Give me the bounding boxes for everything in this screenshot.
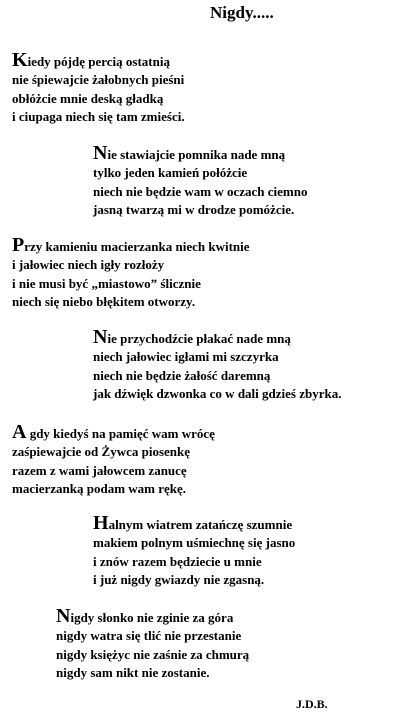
poem-line [93, 142, 307, 164]
poem-line: i znów razem będziecie u mnie [93, 553, 262, 569]
poem-line: nigdy sam nikt nie zostanie. [56, 664, 210, 680]
poem-line: jak dźwięk dzwonka co w dali gdzieś zbyrka. [93, 385, 342, 401]
poem-line: makiem polnym uśmiechnę się jasno [93, 535, 296, 551]
drop-initial: K [12, 49, 28, 71]
poem-line: niech nie będzie żałość daremną [93, 367, 271, 383]
poem-line: zaśpiewajcie od Żywca piosenkę [12, 444, 191, 460]
stanza-7 [56, 605, 250, 682]
stanza-5 [12, 421, 215, 498]
poem-line: tylko jeden kamień połóżcie [93, 165, 248, 181]
stanza-4 [93, 326, 342, 403]
poem-line: nigdy księżyc nie zaśnie za chmurą [56, 646, 250, 662]
line-text: ie przychodźcie płakać nade mną [107, 331, 291, 346]
poem-line: niech jałowiec igłami mi szczyrka [93, 349, 279, 365]
poem-line: i nie musi być „miastowo” ślicznie [12, 275, 201, 291]
line-text: alnym wiatrem zatańczę szumnie [108, 517, 293, 532]
line-text: ie stawiajcie pomnika nade mną [107, 147, 286, 162]
poem-line [93, 326, 341, 348]
drop-initial: N [93, 142, 108, 164]
stanza-1 [12, 49, 185, 126]
line-text: rzy kamieniu macierzanka niech kwitnie [24, 239, 250, 254]
poem-line: nie śpiewajcie żałobnych pieśni [12, 72, 185, 88]
poem-line [12, 49, 185, 71]
poem-line: obłóżcie mnie deską gładką [12, 90, 164, 106]
poem-line: i ciupaga niech się tam zmieści. [12, 108, 185, 124]
poem-line [12, 421, 215, 443]
drop-initial: A [12, 421, 27, 443]
poem-line: i jałowiec niech igły rozłoży [12, 257, 165, 273]
drop-initial: N [56, 605, 71, 627]
stanza-6 [93, 512, 296, 589]
line-text: gdy kiedyś na pamięć wam wrócę [26, 426, 215, 441]
drop-initial: P [12, 234, 25, 256]
poem-line: i już nigdy gwiazdy nie zgasną. [93, 571, 265, 587]
poem-title: Nigdy..... [210, 3, 274, 22]
stanza-3 [12, 234, 250, 311]
poem-line: macierzanką podam wam rękę. [12, 480, 187, 496]
line-text: igdy słonko nie zginie za góra [70, 610, 234, 625]
poem-line [12, 234, 250, 256]
poem-line [93, 512, 295, 534]
poem-line: nigdy watra się tlić nie przestanie [56, 628, 242, 644]
poem-line: jasną twarzą mi w drodze pomóżcie. [93, 201, 295, 217]
poem-line: niech się niebo błękitem otworzy. [12, 293, 196, 309]
author-signature: J.D.B. [296, 697, 328, 711]
drop-initial: H [93, 512, 109, 534]
poem-line: razem z wami jałowcem zanucę [12, 462, 187, 478]
stanza-2 [93, 142, 308, 219]
poem-line [56, 605, 249, 627]
drop-initial: N [93, 326, 108, 348]
poem-line: niech nie będzie wam w oczach ciemno [93, 183, 308, 199]
line-text: iedy pójdę percią ostatnią [27, 54, 170, 69]
